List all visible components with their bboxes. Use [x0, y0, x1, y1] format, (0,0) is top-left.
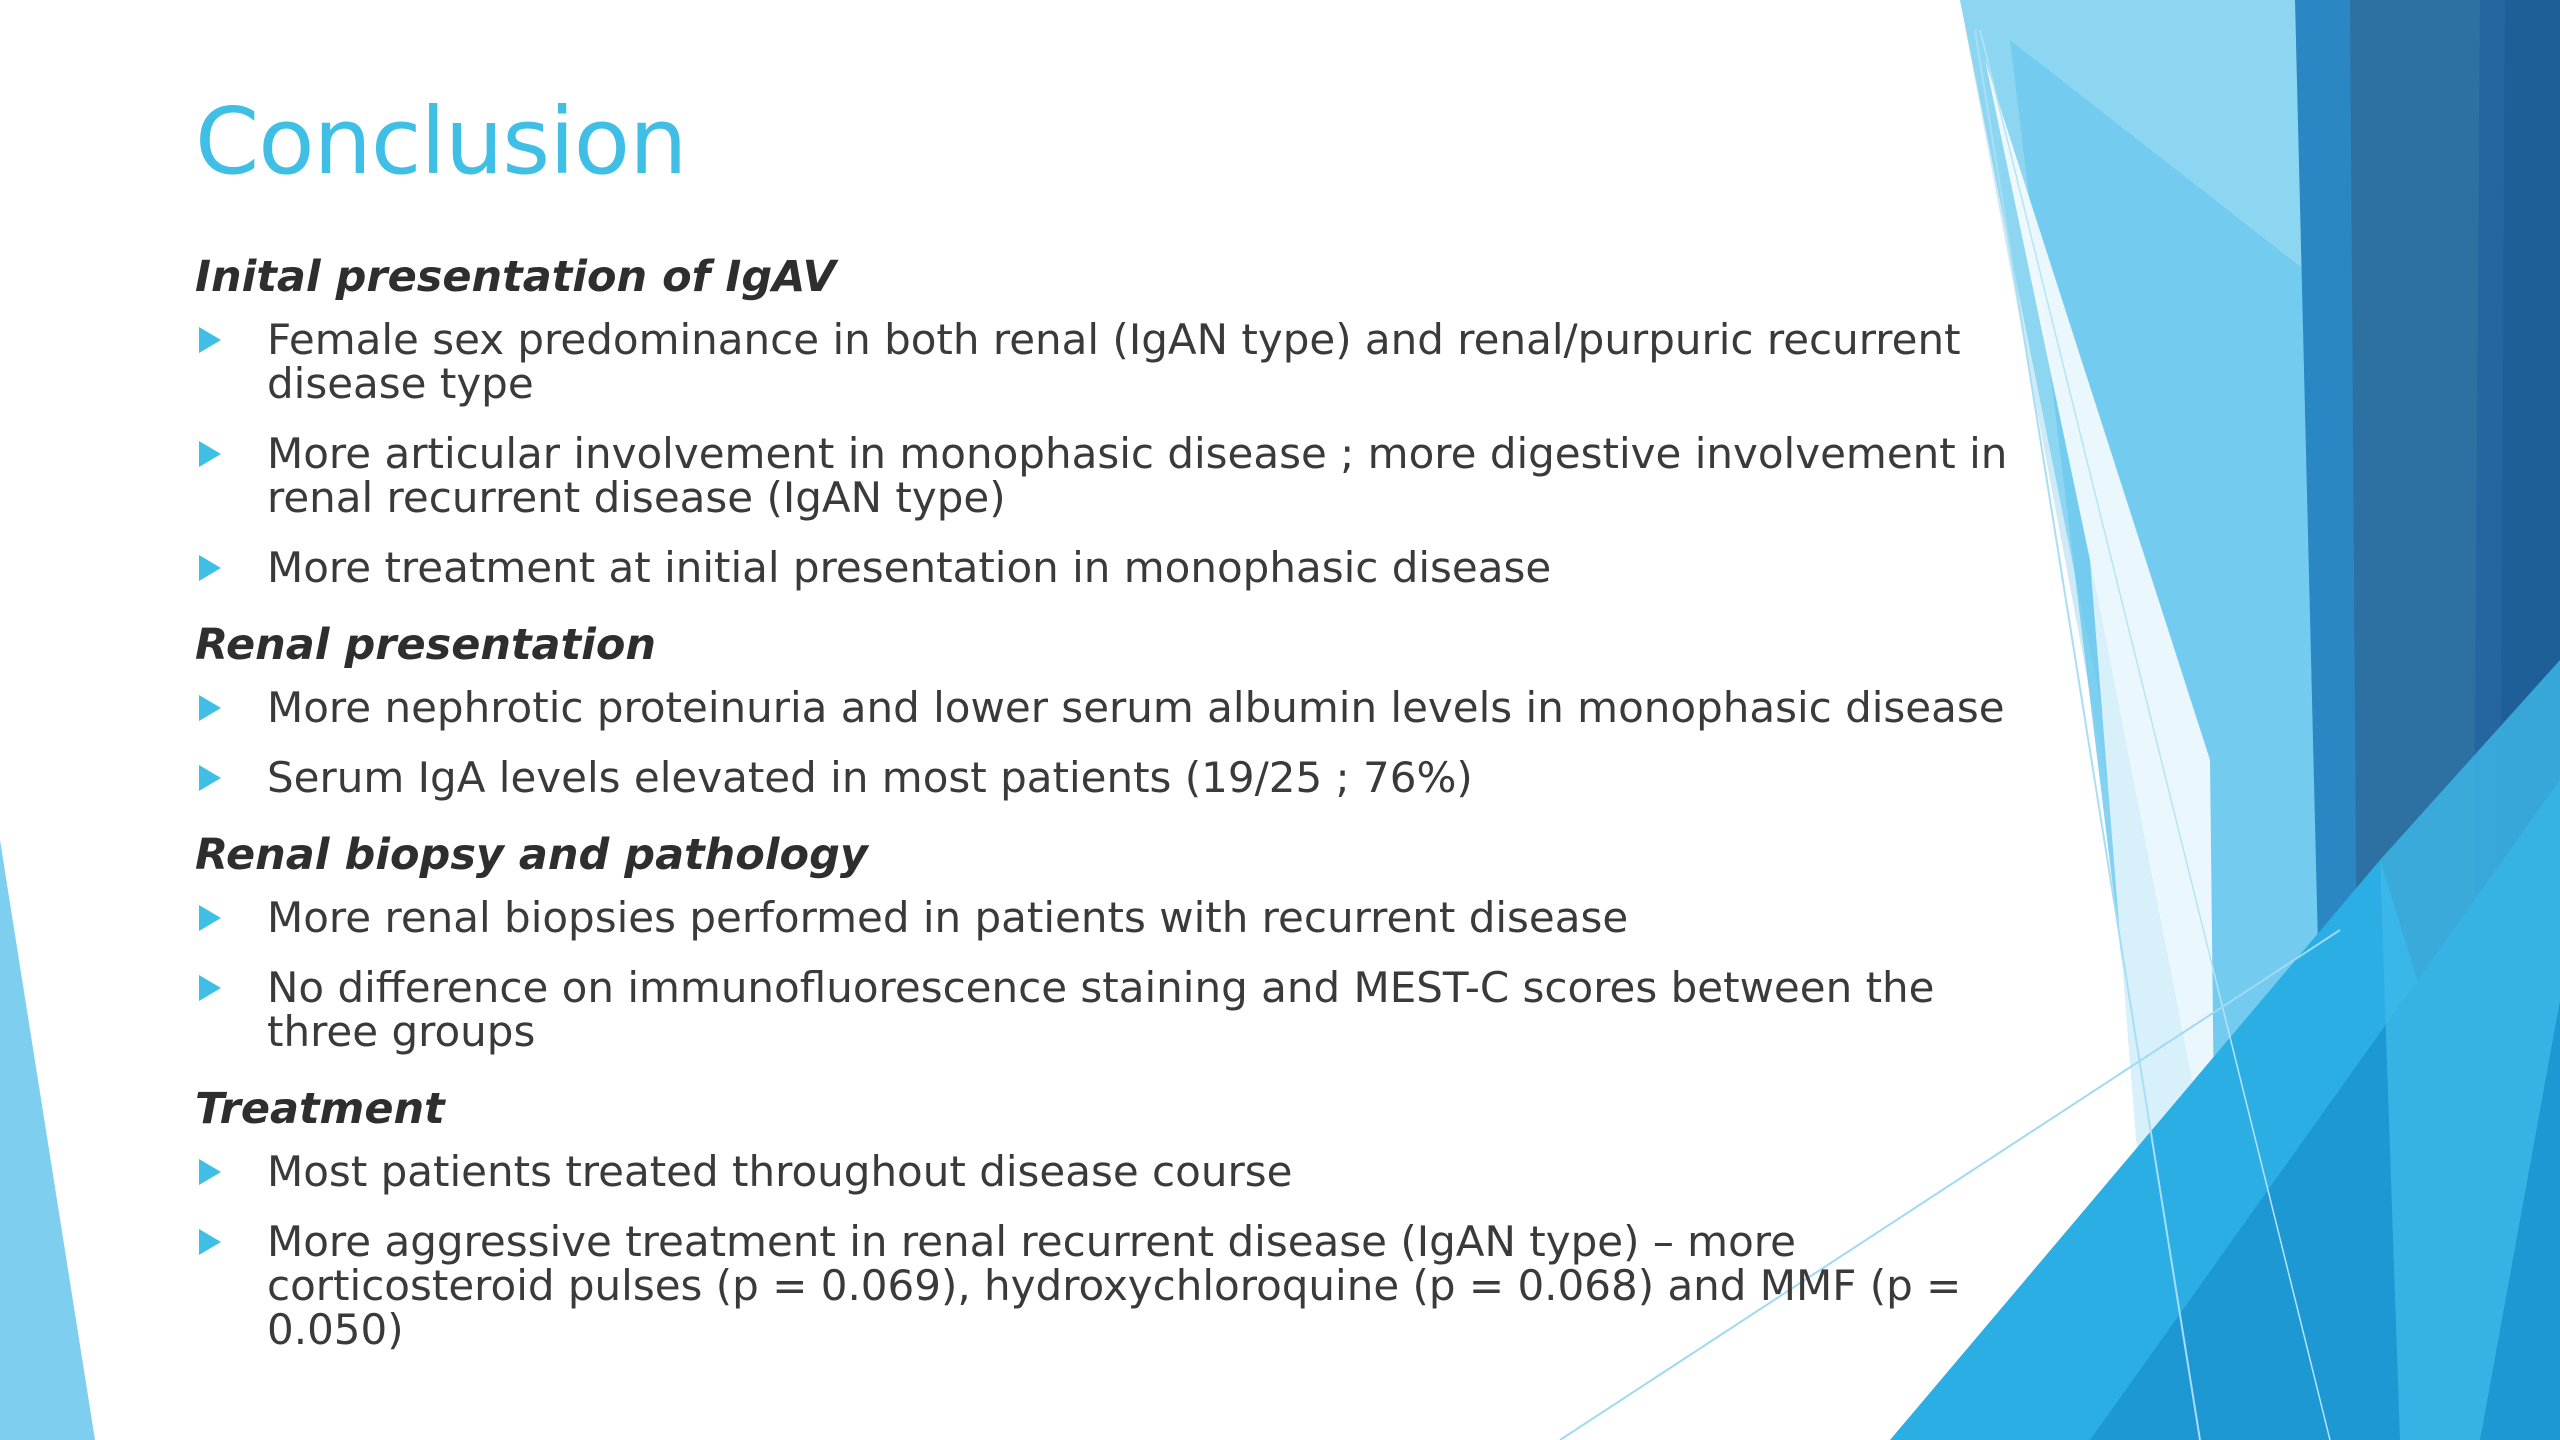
bullet-list — [195, 893, 2055, 1056]
list-item-text: Female sex predominance in both renal (IgAN type) and renal/purpuric recurrent disease type — [267, 315, 1961, 408]
list-item-text: Serum IgA levels elevated in most patients (19/25 ; 76%) — [267, 753, 1473, 802]
left-edge-shape — [0, 840, 95, 1440]
triangle-right-icon — [199, 975, 221, 1001]
list-item — [195, 1217, 2055, 1354]
bullet-list — [195, 315, 2055, 592]
triangle-right-icon — [199, 1159, 221, 1185]
list-item-text: More articular involvement in monophasic disease ; more digestive involvement in renal recurrent disease (IgAN type) — [267, 429, 2008, 522]
bullet-list — [195, 683, 2055, 802]
triangle-right-icon — [199, 441, 221, 467]
list-item-text: More aggressive treatment in renal recurrent disease (IgAN type) – more corticosteroid pulses (p = 0.069), hydroxychloroquine (p = 0.068) and MMF (p = 0.050) — [267, 1217, 1962, 1354]
list-item-text: More renal biopsies performed in patients with recurrent disease — [267, 893, 1629, 942]
section-initial-presentation — [195, 248, 2055, 590]
section-treatment — [195, 1080, 2055, 1352]
bullet-list — [195, 1147, 2055, 1354]
list-item — [195, 1147, 2055, 1196]
list-item-text: No difference on immunofluorescence staining and MEST-C scores between the three groups — [267, 963, 1935, 1056]
triangle-right-icon — [199, 1229, 221, 1255]
list-item — [195, 429, 2055, 522]
slide-title: Conclusion — [195, 88, 687, 195]
section-renal-biopsy — [195, 826, 2055, 1054]
list-item — [195, 963, 2055, 1056]
list-item — [195, 543, 2055, 592]
section-heading: Treatment — [195, 1084, 445, 1134]
list-item — [195, 315, 2055, 408]
section-heading: Renal biopsy and pathology — [195, 830, 868, 880]
section-heading: Renal presentation — [195, 620, 657, 670]
list-item — [195, 753, 2055, 802]
slide-content — [195, 248, 2055, 1378]
triangle-right-icon — [199, 327, 221, 353]
list-item — [195, 683, 2055, 732]
section-renal-presentation — [195, 616, 2055, 800]
triangle-right-icon — [199, 765, 221, 791]
triangle-right-icon — [199, 555, 221, 581]
list-item-text: More treatment at initial presentation in monophasic disease — [267, 543, 1552, 592]
triangle-right-icon — [199, 695, 221, 721]
list-item-text: Most patients treated throughout disease course — [267, 1147, 1293, 1196]
list-item — [195, 893, 2055, 942]
list-item-text: More nephrotic proteinuria and lower serum albumin levels in monophasic disease — [267, 683, 2005, 732]
section-heading: Inital presentation of IgAV — [195, 252, 836, 302]
triangle-right-icon — [199, 905, 221, 931]
